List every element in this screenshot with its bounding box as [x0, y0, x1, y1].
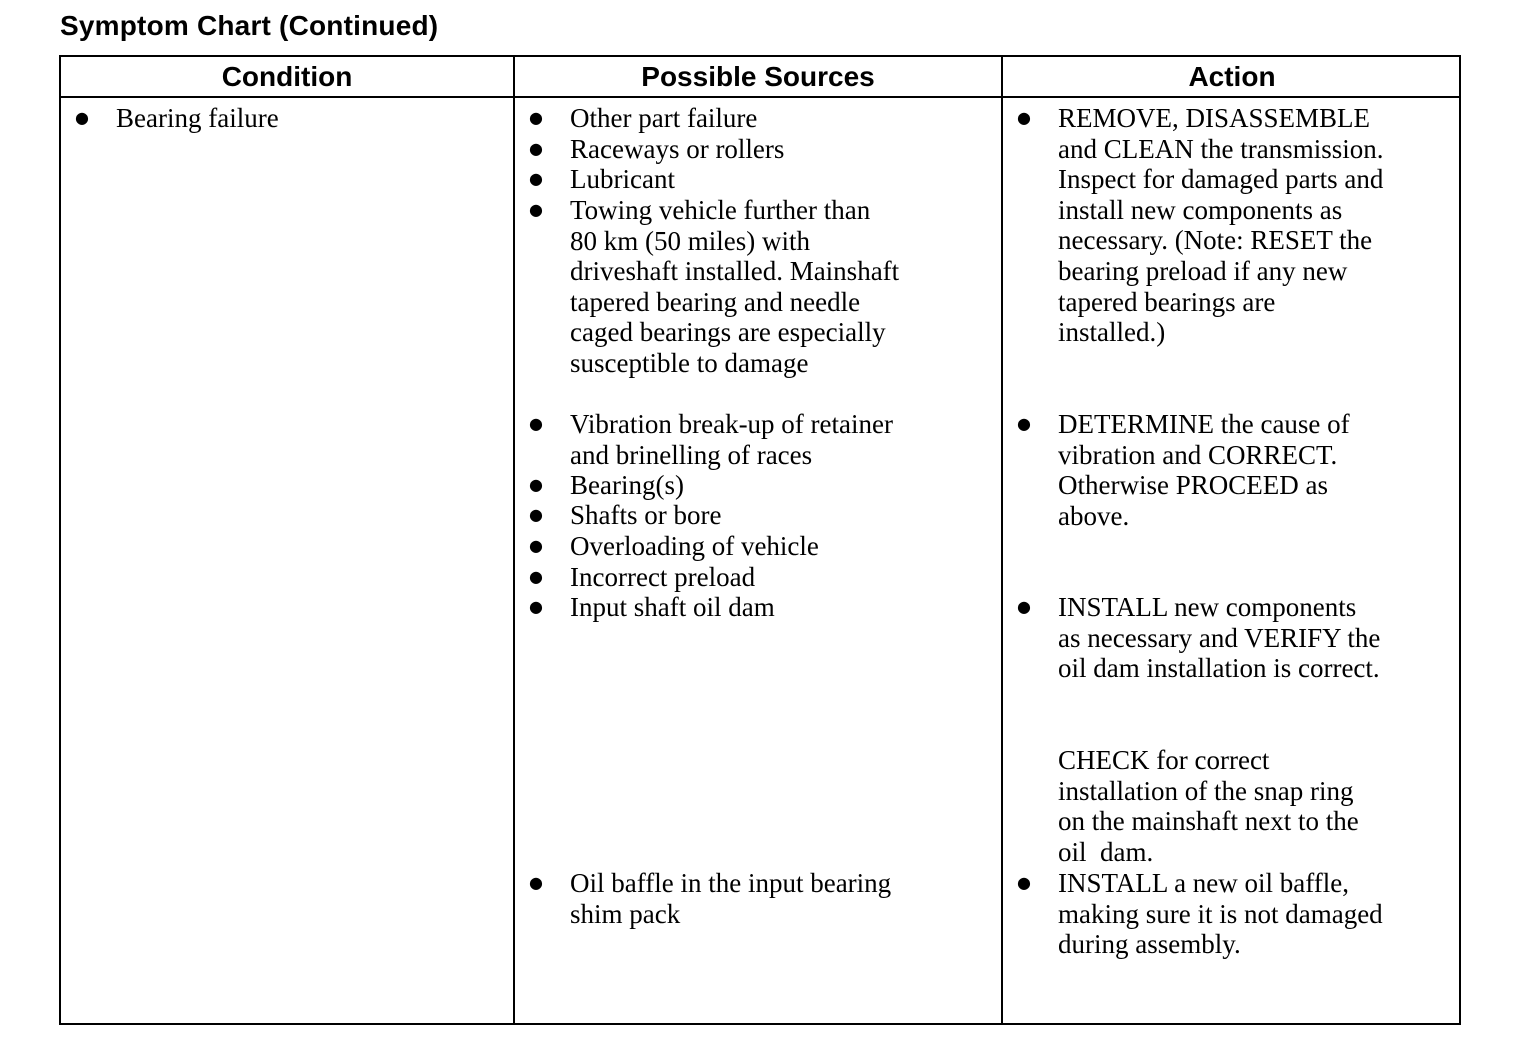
header-possible-sources: Possible Sources: [641, 61, 875, 92]
source-text: Lubricant: [570, 164, 675, 194]
header-condition: Condition: [221, 61, 353, 92]
bullet-icon: ●: [529, 139, 543, 158]
symptom-table: [59, 55, 1461, 1025]
bullet-icon: ●: [75, 108, 89, 127]
source-text: Input shaft oil dam: [570, 592, 775, 622]
bullet-icon: ●: [529, 169, 543, 188]
bullet-icon: ●: [529, 536, 543, 555]
bullet-icon: ●: [1017, 108, 1031, 127]
action-text: CHECK for correct installation of the snap ring on the mainshaft next to the oil dam.: [1058, 745, 1359, 867]
action-text: INSTALL new components as necessary and VERIFY the oil dam installation is correct.: [1058, 592, 1381, 684]
bullet-icon: ●: [529, 414, 543, 433]
action-text: DETERMINE the cause of vibration and CORRECT. Otherwise PROCEED as above.: [1058, 409, 1350, 531]
bullet-icon: ●: [529, 200, 543, 219]
source-text: Towing vehicle further than 80 km (50 miles) with driveshaft installed. Mainshaft tapered bearing and needle caged bearings are especially susceptible to damage: [570, 195, 900, 378]
column-divider: [1001, 57, 1003, 1023]
page-title: Symptom Chart (Continued): [60, 10, 439, 41]
bullet-icon: ●: [1017, 597, 1031, 616]
bullet-icon: ●: [529, 475, 543, 494]
source-text: Oil baffle in the input bearing shim pack: [570, 868, 892, 929]
bullet-icon: ●: [529, 597, 543, 616]
bullet-icon: ●: [1017, 414, 1031, 433]
source-text: Incorrect preload: [570, 562, 756, 592]
column-divider: [513, 57, 515, 1023]
source-text: Overloading of vehicle: [570, 531, 819, 561]
condition-text: Bearing failure: [116, 103, 279, 133]
source-text: Other part failure: [570, 103, 758, 133]
source-text: Shafts or bore: [570, 500, 722, 530]
bullet-icon: ●: [1017, 873, 1031, 892]
bullet-icon: ●: [529, 505, 543, 524]
header-action: Action: [1188, 61, 1276, 92]
action-text: INSTALL a new oil baffle, making sure it is not damaged during assembly.: [1058, 868, 1383, 960]
bullet-icon: ●: [529, 567, 543, 586]
source-text: Bearing(s): [570, 470, 684, 500]
source-text: Raceways or rollers: [570, 134, 785, 164]
source-text: Vibration break-up of retainer and brinelling of races: [570, 409, 893, 470]
action-text: REMOVE, DISASSEMBLE and CLEAN the transmission. Inspect for damaged parts and install new components as necessary. (Note: RESET the bearing preload if any new tapered bearings are installed.): [1058, 103, 1384, 348]
bullet-icon: ●: [529, 108, 543, 127]
bullet-icon: ●: [529, 873, 543, 892]
